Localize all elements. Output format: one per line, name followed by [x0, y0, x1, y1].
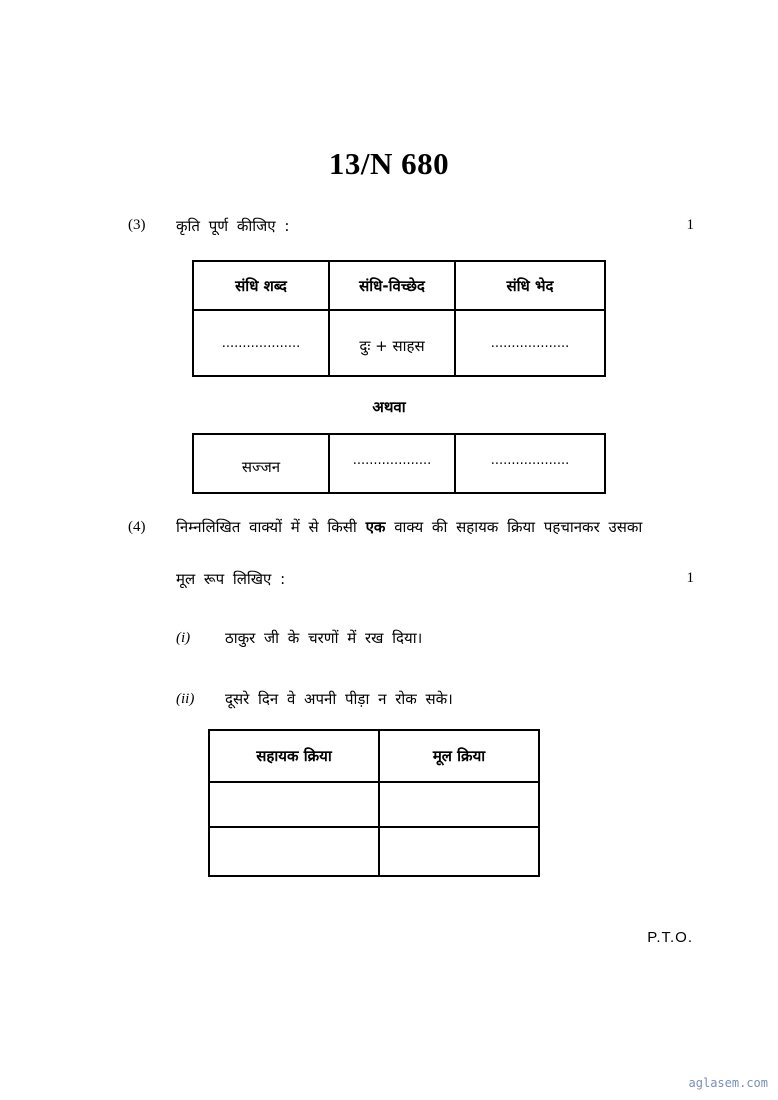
question-3-number: (3) [128, 217, 146, 233]
sandhi-table-alternate [192, 433, 606, 494]
header-sahayak-kriya: सहायक क्रिया [209, 730, 379, 782]
item-2-text: दूसरे दिन वे अपनी पीड़ा न रोक सके। [225, 690, 453, 708]
question-3-instruction: कृति पूर्ण कीजिए : [176, 217, 290, 235]
item-1-label: (i) [176, 630, 191, 646]
instruction-part2: वाक्य की सहायक क्रिया पहचानकर उसका [394, 518, 643, 536]
answer-cell [209, 827, 379, 876]
blank-vichchhed-alt: ................... [329, 434, 455, 493]
cell-vichchhed-value: दुः + साहस [329, 310, 455, 376]
blank-sandhi-bhed: ................... [455, 310, 605, 376]
header-sandhi-bhed: संधि भेद [455, 261, 605, 310]
blank-bhed-alt: ................... [455, 434, 605, 493]
blank-sandhi-shabd: ................... [193, 310, 329, 376]
answer-cell [379, 782, 539, 827]
item-2-label: (ii) [176, 691, 195, 707]
question-4-instruction-line2: मूल रूप लिखिए : [176, 570, 286, 588]
header-sandhi-shabd: संधि शब्द [193, 261, 329, 310]
header-sandhi-vichchhed: संधि-विच्छेद [329, 261, 455, 310]
answer-cell [379, 827, 539, 876]
question-3-marks: 1 [686, 217, 694, 233]
header-mool-kriya: मूल क्रिया [379, 730, 539, 782]
question-4-number: (4) [128, 519, 146, 535]
item-1-text: ठाकुर जी के चरणों में रख दिया। [225, 629, 423, 647]
question-4-instruction [176, 517, 696, 537]
sandhi-table [192, 260, 606, 377]
or-label: अथवा [372, 398, 406, 416]
answer-cell [209, 782, 379, 827]
kriya-table [208, 729, 540, 877]
pto-label: P.T.O. [647, 929, 693, 946]
paper-code: 13/N 680 [328, 146, 450, 181]
question-4-marks: 1 [686, 570, 694, 586]
cell-sajjan: सज्जन [193, 434, 329, 493]
watermark-link[interactable]: aglasem.com [688, 1076, 768, 1090]
instruction-part1: निम्नलिखित वाक्यों में से किसी [176, 518, 357, 536]
instruction-emphasis: एक [365, 518, 386, 536]
